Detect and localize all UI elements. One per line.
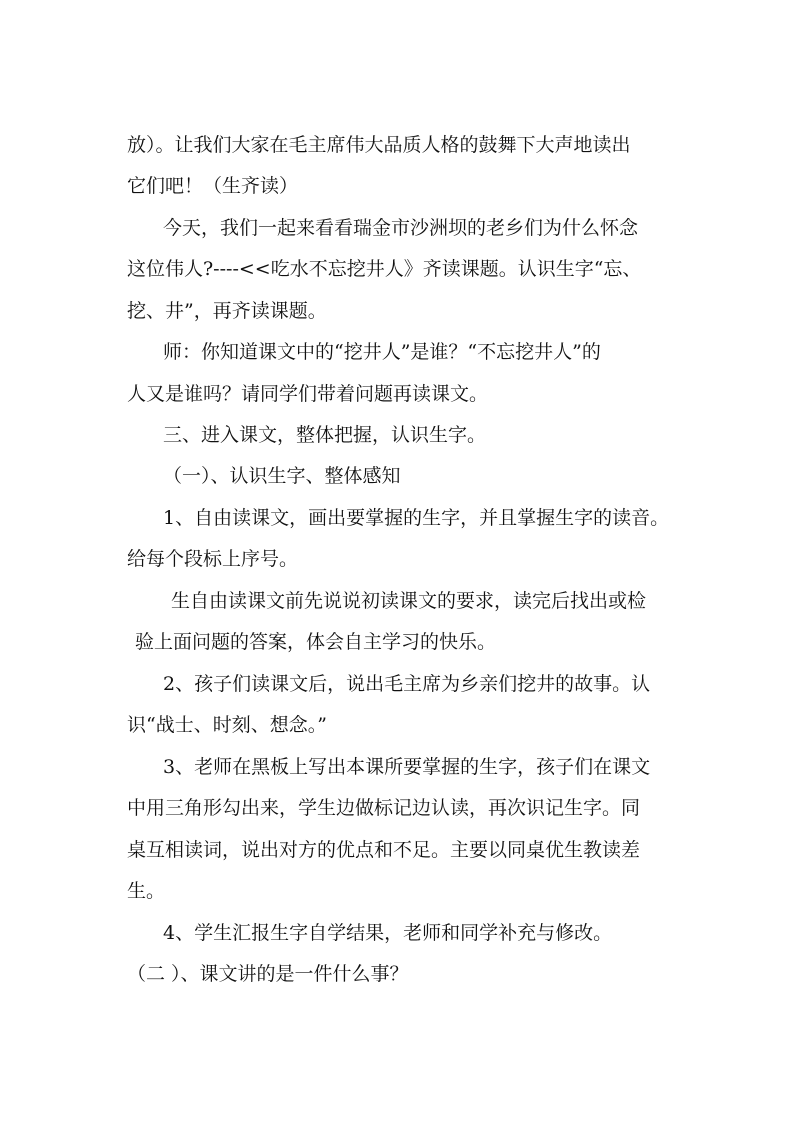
text-line-1: 放）。让我们大家在毛主席伟大品质人格的鼓舞下大声地读出 bbox=[127, 134, 631, 156]
text-line-3: 今天，我们一起来看看瑞金市沙洲坝的老乡们为什么怀念 bbox=[163, 217, 639, 239]
text-line-18: 桌互相读词，说出对方的优点和不足。主要以同桌优生教读差 bbox=[127, 839, 641, 861]
text-line-2: 它们吧！（生齐读） bbox=[127, 175, 299, 197]
text-line-17: 中用三角形勾出来，学生边做标记边认读，再次识记生字。同 bbox=[127, 797, 641, 819]
text-line-12: 生自由读课文前先说说初读课文的要求，读完后找出或检 bbox=[171, 590, 647, 612]
text-line-4: 这位伟人?----<<吃水不忘挖井人》齐读课题。认识生字“忘、 bbox=[127, 258, 642, 280]
text-line-11: 给每个段标上序号。 bbox=[127, 548, 299, 570]
text-line-16: 3、老师在黑板上写出本课所要掌握的生字，孩子们在课文 bbox=[163, 756, 651, 778]
text-line-10: 1、自由读课文，画出要掌握的生字，并且掌握生字的读音。 bbox=[163, 507, 670, 529]
text-line-19: 生。 bbox=[127, 880, 166, 902]
text-line-5: 挖、井”，再齐读课题。 bbox=[127, 300, 327, 322]
subsection-heading-2: （二 ）、课文讲的是一件什么事？ bbox=[127, 963, 409, 985]
text-line-14: 2、孩子们读课文后，说出毛主席为乡亲们挖井的故事。认 bbox=[163, 673, 651, 695]
text-line-6: 师：你知道课文中的“挖井人”是谁？“不忘挖井人”的 bbox=[163, 341, 601, 363]
section-heading-3: 三、进入课文，整体把握，认识生字。 bbox=[163, 424, 487, 446]
text-line-7: 人又是谁吗？请同学们带着问题再读课文。 bbox=[127, 383, 489, 405]
text-line-13: 验上面问题的答案，体会自主学习的快乐。 bbox=[135, 631, 497, 653]
subsection-heading-1: （一）、认识生字、整体感知 bbox=[163, 465, 401, 487]
text-line-15: 识“战士、时刻、想念。” bbox=[127, 714, 327, 736]
text-line-20: 4、学生汇报生字自学结果，老师和同学补充与修改。 bbox=[163, 922, 613, 944]
